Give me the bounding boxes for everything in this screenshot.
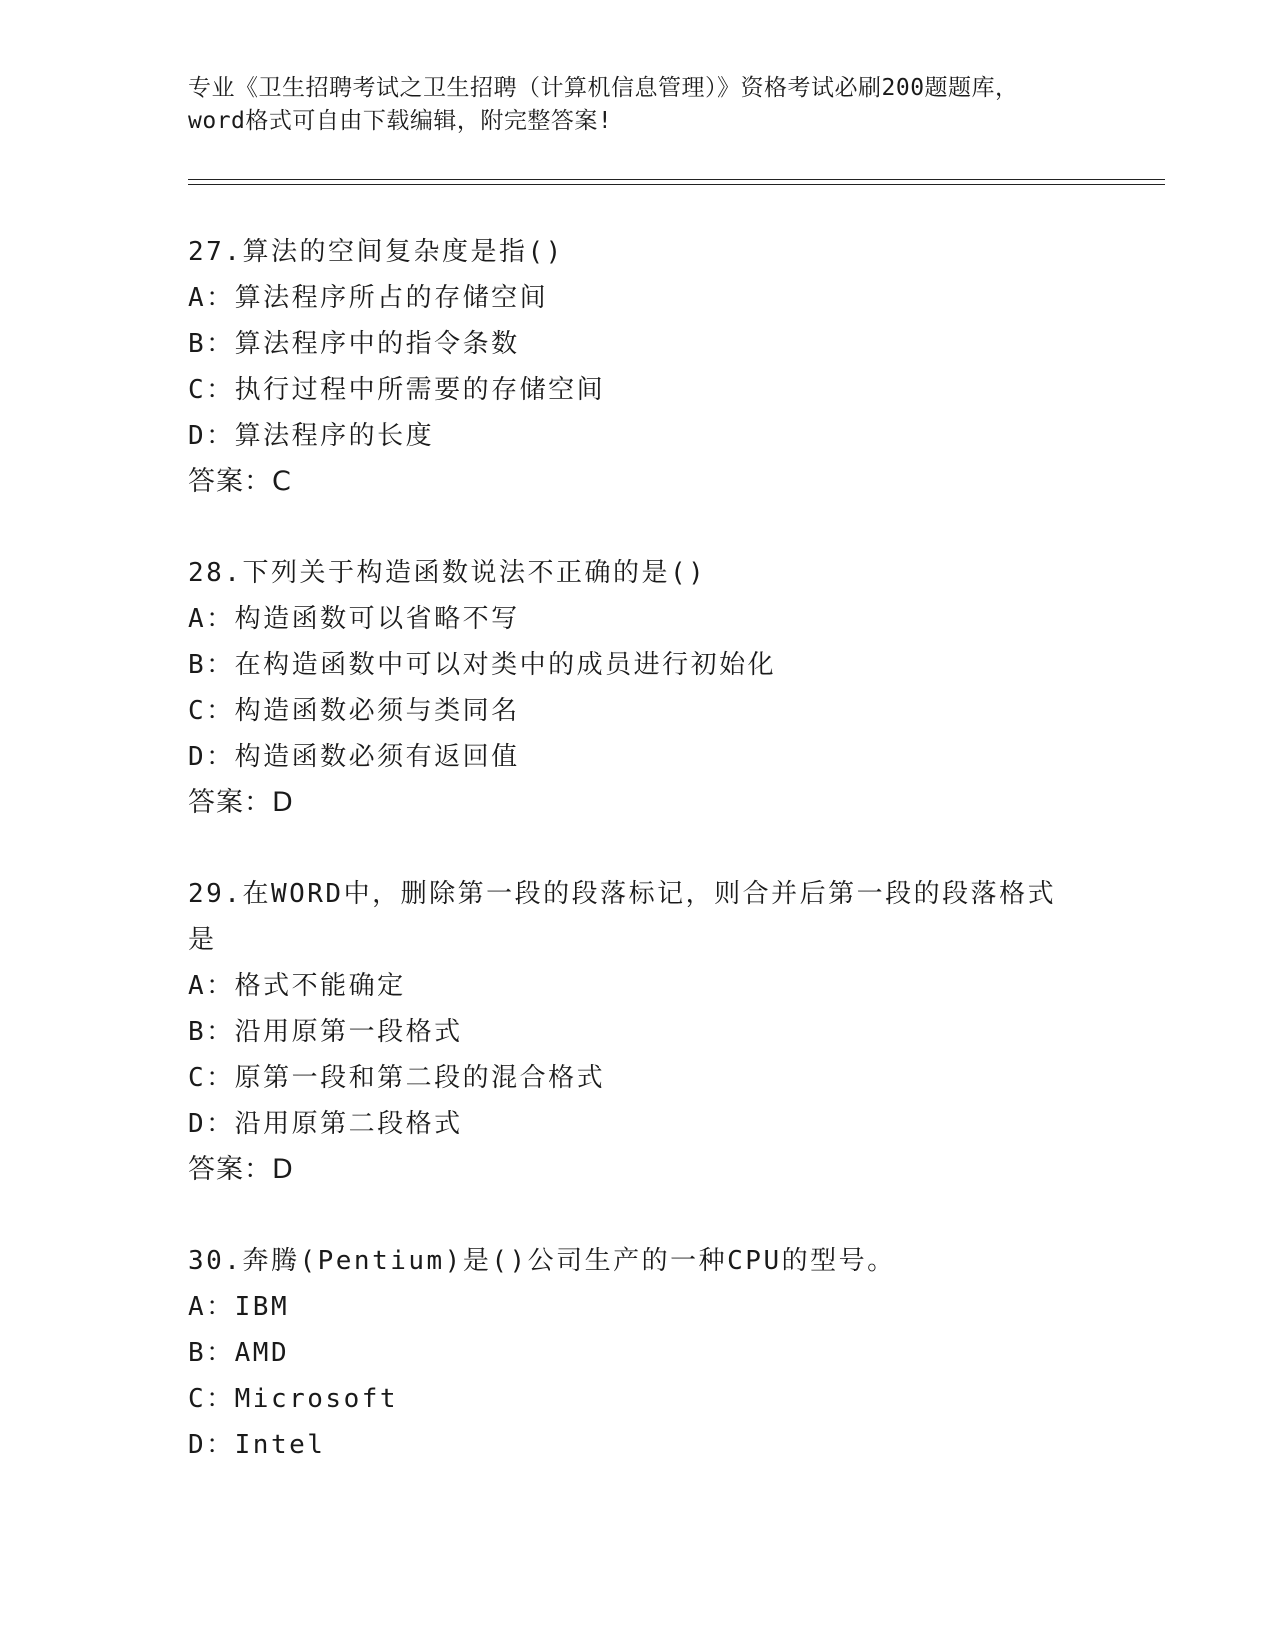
option-key: C： (188, 1384, 235, 1414)
option-key: B： (188, 1017, 235, 1047)
option-text: 在构造函数中可以对类中的成员进行初始化 (234, 650, 777, 680)
option-b (188, 1009, 1088, 1055)
answer-label: 答案： (188, 466, 272, 497)
option-c (188, 1055, 1088, 1101)
option-key: A： (188, 604, 235, 634)
option-text: 格式不能确定 (234, 971, 406, 1001)
option-key: D： (188, 742, 235, 772)
answer-label: 答案： (188, 787, 272, 818)
header-title-line-2: word格式可自由下载编辑，附完整答案! (188, 108, 613, 134)
option-text: 算法程序的长度 (234, 421, 435, 451)
question-text: 27.算法的空间复杂度是指() (188, 237, 564, 267)
question-text-continued: 是 (188, 925, 217, 955)
question-text: 30.奔腾(Pentium)是()公司生产的一种CPU的型号。 (188, 1246, 896, 1276)
option-a (188, 963, 1088, 1009)
document-header (188, 72, 1088, 138)
option-text: 原第一段和第二段的混合格式 (234, 1063, 606, 1093)
answer-value: C (272, 466, 292, 497)
question-27 (188, 229, 1088, 505)
option-key: D： (188, 421, 235, 451)
option-d (188, 1422, 1088, 1468)
answer-line (188, 780, 1088, 826)
option-c (188, 367, 1088, 413)
option-key: B： (188, 329, 235, 359)
option-key: D： (188, 1109, 235, 1139)
option-text: 算法程序所占的存储空间 (234, 283, 549, 313)
option-text: 构造函数必须与类同名 (234, 696, 520, 726)
option-d (188, 413, 1088, 459)
option-b (188, 1330, 1088, 1376)
question-30 (188, 1238, 1088, 1468)
option-text: 构造函数可以省略不写 (234, 604, 520, 634)
answer-line (188, 459, 1088, 505)
option-b (188, 642, 1088, 688)
question-text: 29.在WORD中，删除第一段的段落标记，则合并后第一段的段落格式 (188, 879, 1057, 909)
answer-value: D (272, 1154, 294, 1185)
question-text: 28.下列关于构造函数说法不正确的是() (188, 558, 707, 588)
option-key: C： (188, 696, 235, 726)
option-c (188, 688, 1088, 734)
answer-label: 答案： (188, 1154, 272, 1185)
header-divider-bottom (188, 184, 1165, 185)
header-divider-top (188, 179, 1165, 180)
option-text: IBM (234, 1292, 290, 1322)
option-a (188, 596, 1088, 642)
answer-line (188, 1147, 1088, 1193)
option-key: D： (188, 1430, 235, 1460)
option-b (188, 321, 1088, 367)
option-text: 算法程序中的指令条数 (234, 329, 520, 359)
option-text: Microsoft (234, 1384, 399, 1414)
option-text: AMD (234, 1338, 290, 1368)
option-text: Intel (234, 1430, 326, 1460)
option-text: 沿用原第一段格式 (234, 1017, 463, 1047)
option-d (188, 1101, 1088, 1147)
answer-value: D (272, 787, 294, 818)
header-title-line-1: 专业《卫生招聘考试之卫生招聘（计算机信息管理）》资格考试必刷200题题库， (188, 75, 1019, 101)
option-a (188, 1284, 1088, 1330)
question-29 (188, 871, 1088, 1193)
option-text: 沿用原第二段格式 (234, 1109, 463, 1139)
option-key: C： (188, 1063, 235, 1093)
option-key: C： (188, 375, 235, 405)
option-text: 构造函数必须有返回值 (234, 742, 520, 772)
option-key: A： (188, 971, 235, 1001)
question-28 (188, 550, 1088, 826)
option-key: A： (188, 1292, 235, 1322)
option-key: B： (188, 1338, 235, 1368)
option-a (188, 275, 1088, 321)
option-key: A： (188, 283, 235, 313)
option-key: B： (188, 650, 235, 680)
option-text: 执行过程中所需要的存储空间 (234, 375, 606, 405)
option-c (188, 1376, 1088, 1422)
option-d (188, 734, 1088, 780)
